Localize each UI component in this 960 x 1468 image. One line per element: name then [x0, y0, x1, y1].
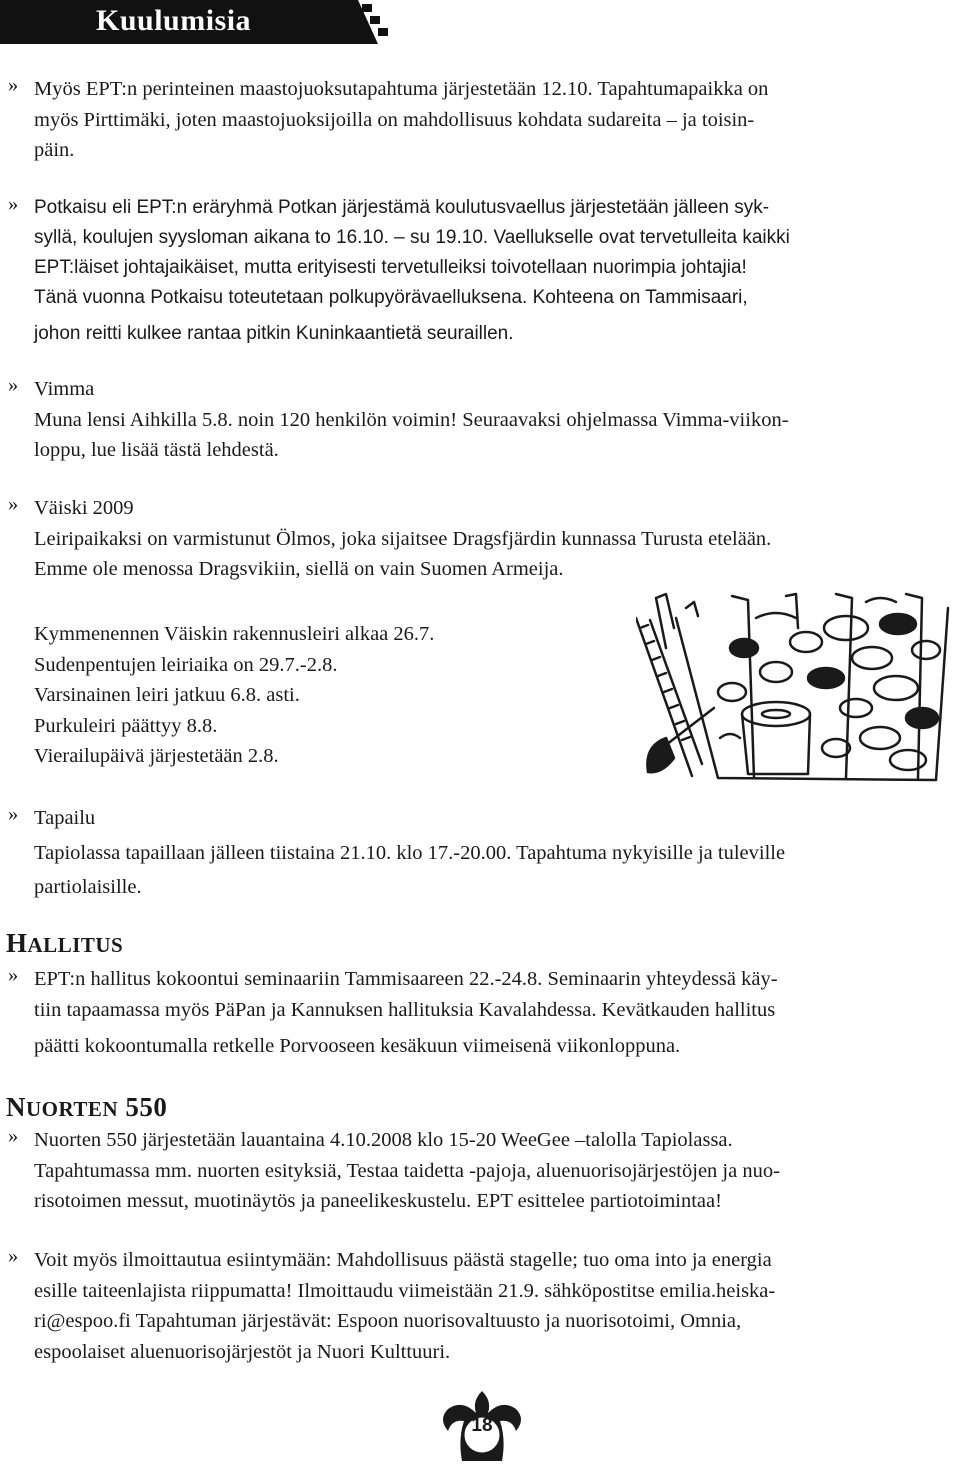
- schedule-line: Vierailupäivä järjestetään 2.8.: [34, 745, 279, 767]
- news-text: [34, 74, 768, 166]
- news-text: [34, 193, 790, 349]
- text-line: tiin tapaamassa myös PäPan ja Kannuksen hallituksia Kavalahdessa. Kevätkauden hallitus: [34, 998, 776, 1021]
- schedule-line: Kymmenennen Väiskin rakennusleiri alkaa 26.7.: [34, 623, 435, 645]
- item-title: Vimma: [34, 378, 95, 400]
- news-text: [34, 493, 771, 585]
- news-text: [34, 1125, 780, 1217]
- text-line: johon reitti kulkee rantaa pitkin Kuninkaantietä seuraillen.: [34, 323, 514, 344]
- text-line: Tänä vuonna Potkaisu toteutetaan polkupyörävaelluksena. Kohteena on Tammisaari,: [34, 287, 748, 308]
- bullet-marker: »: [8, 1245, 19, 1267]
- item-title: Tapailu: [34, 807, 96, 829]
- bullet-marker: »: [8, 374, 19, 396]
- heading-rest: UORTEN: [26, 1097, 119, 1121]
- news-text: [34, 803, 785, 903]
- text-line: Emme ole menossa Dragsvikiin, siellä on vain Suomen Armeija.: [34, 558, 564, 580]
- item-title: Väiski 2009: [34, 497, 134, 519]
- text-line: risotoimen messut, muotinäytös ja paneelikeskustelu. EPT esittelee partiotoimintaa!: [34, 1190, 722, 1212]
- news-text: [34, 964, 778, 1062]
- text-line: Voit myös ilmoittautua esiintymään: Mahdollisuus päästä stagelle; tuo oma into ja energia: [34, 1249, 772, 1271]
- text-line: Tapiolassa tapaillaan jälleen tiistaina 21.10. klo 17.-20.00. Tapahtuma nykyisille ja tuleville: [34, 841, 786, 864]
- bullet-marker: »: [8, 493, 19, 515]
- bullet-marker: »: [8, 964, 19, 986]
- text-line: partiolaisille.: [34, 876, 142, 898]
- bullet-marker: »: [8, 1125, 19, 1147]
- text-line: myös Pirttimäki, joten maastojuoksijoilla on mahdollisuus kohdata sudareita – ja toisin-: [34, 108, 755, 131]
- firewood-basket-illustration: [636, 588, 954, 786]
- section-banner: [0, 0, 392, 44]
- heading-initial: H: [6, 928, 28, 958]
- news-text: [34, 374, 789, 466]
- schedule-line: Purkuleiri päättyy 8.8.: [34, 714, 218, 737]
- schedule-line: Sudenpentujen leiriaika on 29.7.-2.8.: [34, 653, 338, 676]
- schedule-line: Varsinainen leiri jatkuu 6.8. asti.: [34, 684, 300, 706]
- text-line: EPT:n hallitus kokoontui seminaariin Tammisaareen 22.-24.8. Seminaarin yhteydessä käy-: [34, 968, 778, 990]
- text-line: Nuorten 550 järjestetään lauantaina 4.10.2008 klo 15-20 WeeGee –talolla Tapiolassa.: [34, 1129, 733, 1151]
- heading-number: 550: [125, 1092, 168, 1122]
- bullet-marker: »: [8, 193, 19, 215]
- text-line: Potkaisu eli EPT:n eräryhmä Potkan järjestämä koulutusvaellus järjestetään jälleen syk-: [34, 197, 770, 218]
- schedule-list: [34, 619, 434, 772]
- text-line: espoolaiset aluenuorisojärjestöt ja Nuori Kulttuuri.: [34, 1340, 451, 1363]
- section-heading-nuorten-550: [6, 1092, 167, 1123]
- text-line: ri@espoo.fi Tapahtuman järjestävät: Espoon nuorisovaltuusto ja nuorisotoimi, Omnia,: [34, 1310, 742, 1332]
- news-text: [34, 1245, 775, 1367]
- text-line: Muna lensi Aihkilla 5.8. noin 120 henkilön voimin! Seuraavaksi ohjelmassa Vimma-viikon-: [34, 408, 789, 431]
- text-line: loppu, lue lisää tästä lehdestä.: [34, 439, 279, 461]
- heading-rest: ALLITUS: [27, 933, 124, 957]
- text-line: päin.: [34, 139, 75, 161]
- text-line: esille taiteenlajista riippumatta! Ilmoittaudu viimeistään 21.9. sähköpostitse emilia.heiska-: [34, 1279, 776, 1302]
- text-line: syllä, koulujen syysloman aikana to 16.10. – su 19.10. Vaellukselle ovat tervetulleita kaikki: [34, 227, 790, 248]
- page-number-badge: [434, 1389, 530, 1463]
- text-line: Tapahtumassa mm. nuorten esityksiä, Testaa taidetta -pajoja, aluenuorisojärjestöjen ja nuo-: [34, 1159, 780, 1182]
- page-number: 18: [471, 1415, 493, 1436]
- section-heading-hallitus: [6, 928, 123, 959]
- heading-initial: N: [6, 1092, 26, 1122]
- text-line: Myös EPT:n perinteinen maastojuoksutapahtuma järjestetään 12.10. Tapahtumapaikka on: [34, 78, 769, 100]
- text-line: Leiripaikaksi on varmistunut Ölmos, joka sijaitsee Dragsfjärdin kunnassa Turusta etelään.: [34, 527, 772, 550]
- text-line: EPT:läiset johtajaikäiset, mutta erityisesti tervetulleiksi toivotellaan nuorimpia johtajia!: [34, 257, 747, 278]
- bullet-marker: »: [8, 74, 19, 96]
- text-line: päätti kokoontumalla retkelle Porvooseen kesäkuun viimeisenä viikonloppuna.: [34, 1035, 681, 1057]
- bullet-marker: »: [8, 803, 19, 825]
- page-title: Kuulumisia: [96, 4, 252, 37]
